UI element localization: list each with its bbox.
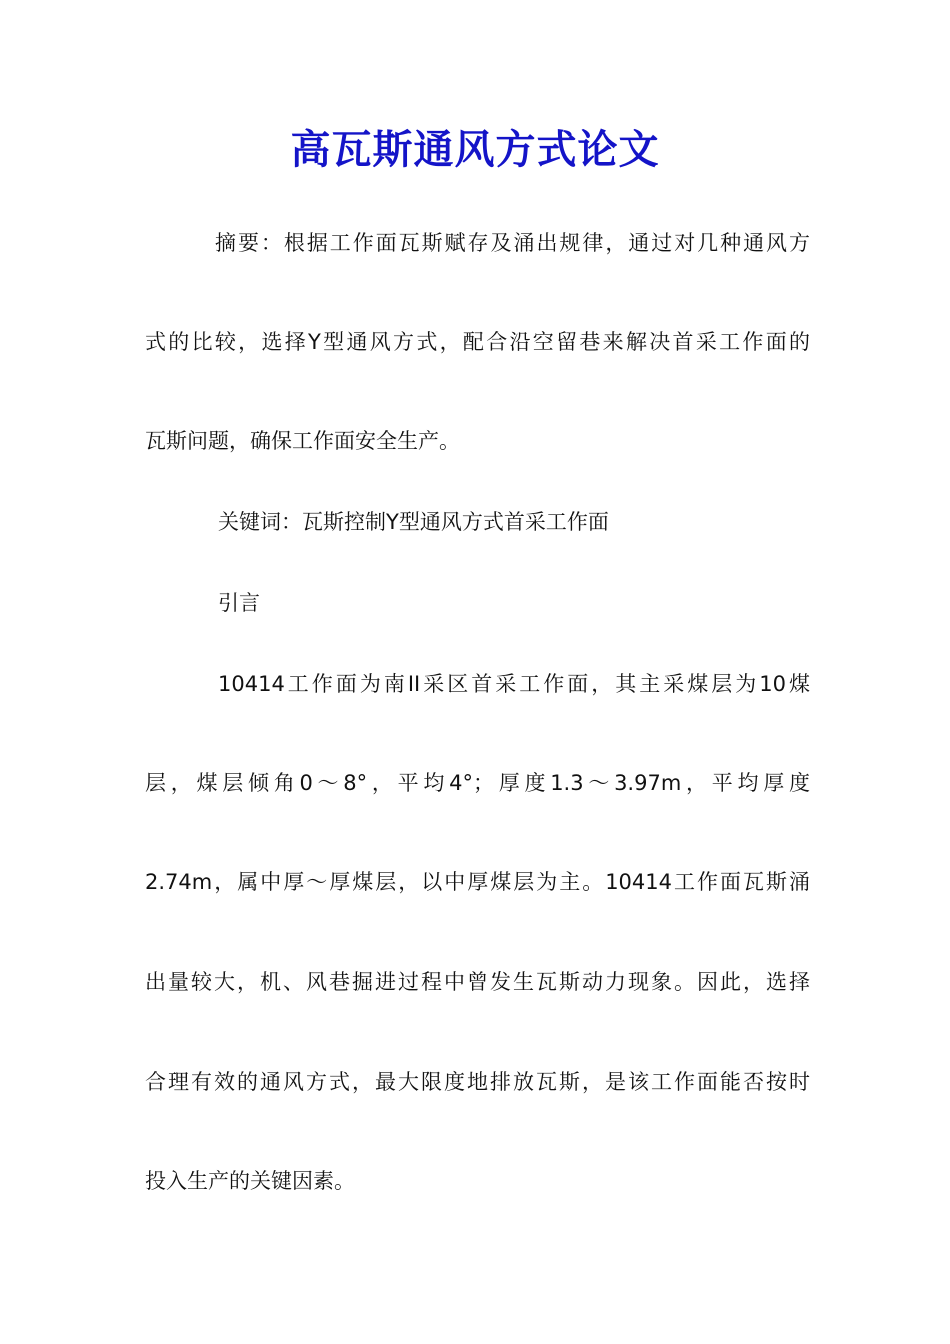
intro-line-5: 合理有效的通风方式，最大限度地排放瓦斯，是该工作面能否按时 [145, 1070, 810, 1094]
intro-line-2: 层，煤层倾角0～8°，平均4°；厚度1.3～3.97m，平均厚度 [145, 771, 810, 795]
intro-line-1: 10414工作面为南II采区首采工作面，其主采煤层为10煤 [218, 672, 810, 696]
abstract-line-3: 瓦斯问题，确保工作面安全生产。 [145, 429, 460, 453]
intro-line-4: 出量较大，机、风巷掘进过程中曾发生瓦斯动力现象。因此，选择 [145, 970, 810, 994]
document-title: 高瓦斯通风方式论文 [290, 126, 660, 173]
intro-line-6: 投入生产的关键因素。 [145, 1169, 355, 1193]
section-heading: 引言 [218, 591, 260, 615]
abstract-line-1: 摘要：根据工作面瓦斯赋存及涌出规律，通过对几种通风方 [215, 231, 810, 255]
abstract-line-2: 式的比较，选择Y型通风方式，配合沿空留巷来解决首采工作面的 [145, 330, 810, 354]
intro-line-3: 2.74m，属中厚～厚煤层，以中厚煤层为主。10414工作面瓦斯涌 [145, 870, 810, 894]
keywords-line: 关键词：瓦斯控制Y型通风方式首采工作面 [218, 510, 609, 534]
